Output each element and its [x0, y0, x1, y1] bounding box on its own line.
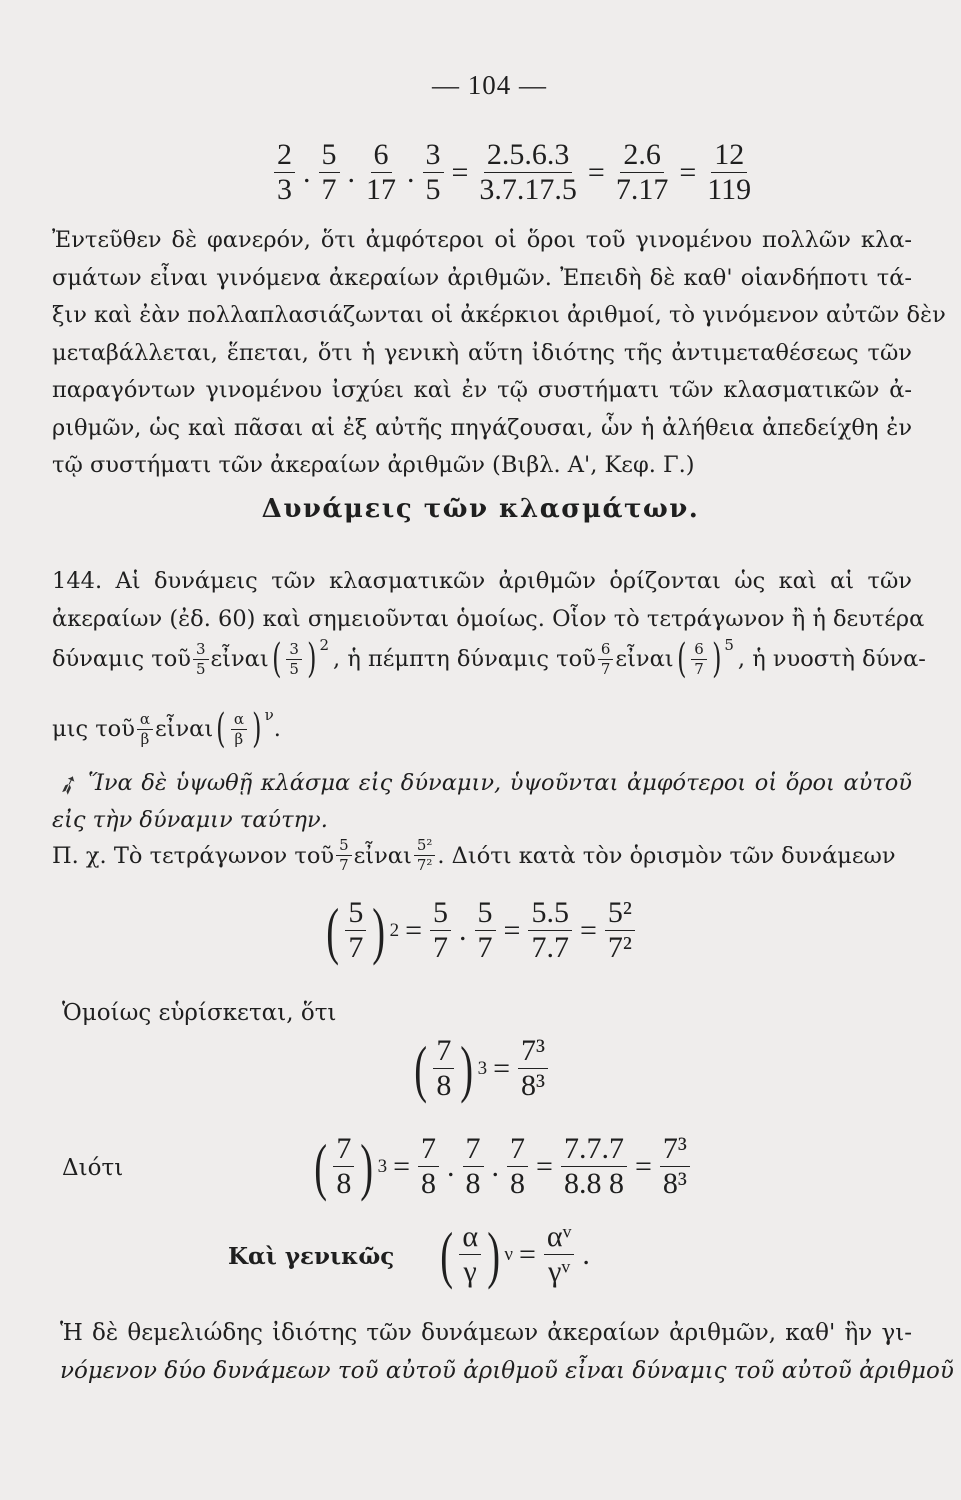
fraction: [345, 898, 366, 963]
numerator: 7: [463, 1134, 484, 1167]
denominator: 7.17: [615, 173, 669, 206]
text-line: ἀκεραίων (ἐδ. 60) καὶ σημειοῦνται ὁμοίως. Οἷον τὸ τετράγωνον ἢ ἡ δευτέρα: [52, 605, 925, 632]
fraction: [613, 140, 672, 205]
nth-power-line: μις τοῦ $\frac{\alpha}{\beta}$ εἶναι ( $\frac{\alpha}{\beta}$ ) $^\nu$ .: [52, 706, 281, 752]
fraction: [528, 898, 572, 963]
exponent: ν: [264, 706, 274, 724]
fraction: [333, 1134, 354, 1199]
denominator: γ: [463, 1255, 477, 1288]
numerator: 7: [418, 1134, 439, 1167]
text-line: παραγόντων γινομένου ἰσχύει καὶ ἐν τῷ συστήματι τῶν κλασματικῶν ἀ-: [52, 377, 912, 403]
text-line: ξιν καὶ ἐὰν πολλαπλασιάζωνται οἱ ἀκέρκιοι ἀριθμοί, τὸ γινόμενον αὐτῶν δὲν: [52, 302, 946, 328]
text: , ἡ νυοστὴ δύνα-: [737, 646, 926, 672]
numerator: 5²: [605, 898, 635, 931]
text-line: νόμενον δύο δυνάμεων τοῦ αὐτοῦ ἀριθμοῦ εἶναι δύναμις τοῦ αὐτοῦ ἀριθμοῦ: [60, 1357, 954, 1384]
exponent: ν: [504, 1243, 513, 1265]
fraction: [274, 140, 295, 205]
denominator: β: [140, 729, 150, 748]
because-label: Διότι: [62, 1155, 124, 1181]
fraction: [691, 639, 707, 678]
numerator: 5.5: [528, 898, 572, 931]
denominator: 8: [421, 1167, 437, 1200]
fraction: [286, 639, 302, 678]
denominator: 8³: [521, 1069, 546, 1102]
fraction: [507, 1134, 528, 1199]
denominator: 7²: [416, 856, 433, 874]
rule-italic: [88, 765, 912, 803]
numerator: 5: [319, 140, 340, 173]
top-equation: $\frac{2}{3}$ . $\frac{5}{7}$ . $\frac{6}{17}$ . $\frac{3}{5}$ = $\frac{2.5.6.3}{3.7.17.5}$ = $\frac{2.6}{7.17}$ = $\frac{12}{119}$: [272, 140, 756, 205]
fraction: [336, 838, 352, 873]
numerator: 2.6: [620, 140, 664, 173]
denominator: β: [234, 729, 244, 748]
text: μις τοῦ: [52, 716, 135, 742]
denominator: 8: [336, 1167, 352, 1200]
text: εἶναι: [155, 716, 214, 742]
numerator: 7: [333, 1134, 354, 1167]
text: εἶναι: [615, 646, 674, 672]
text: δύναμις τοῦ: [52, 646, 191, 672]
text-line: Ἡ δὲ θεμελιώδης ἰδιότης τῶν δυνάμεων ἀκεραίων ἀριθμῶν, καθ' ἣν γι-: [60, 1320, 912, 1346]
numerator: α: [459, 1222, 481, 1255]
denominator: 7: [348, 931, 364, 964]
paragraph-fundamental-property: [60, 1315, 954, 1390]
numerator: 6: [371, 140, 392, 173]
fraction: [418, 1134, 439, 1199]
numerator: 7³: [518, 1036, 548, 1069]
numerator: 2.5.6.3: [484, 140, 573, 173]
fraction: [544, 1222, 575, 1287]
pencil-arrow-icon: ➶: [53, 767, 85, 803]
rule-italic-continued: εἰς τὴν δύναμιν ταύτην.: [52, 807, 328, 833]
denominator: 5: [195, 659, 206, 678]
numerator: 5: [475, 898, 496, 931]
denominator: 17: [366, 173, 396, 206]
denominator: 7: [477, 931, 493, 964]
fraction: [193, 639, 209, 678]
fraction: [561, 1134, 627, 1199]
text-line: 144. Αἱ δυνάμεις τῶν κλασματικῶν ἀριθμῶν ὁρίζονται ὡς καὶ αἱ τῶν: [52, 568, 912, 594]
fraction: [598, 639, 614, 678]
numerator: αᵛ: [544, 1222, 575, 1255]
numerator: 7: [433, 1036, 454, 1069]
denominator: 7.7: [531, 931, 569, 964]
text: εἶναι: [353, 842, 412, 869]
denominator: 7: [339, 856, 349, 874]
denominator: 3: [277, 173, 292, 206]
text-line: σμάτων εἶναι γινόμενα ἀκεραίων ἀριθμῶν. Ἐπειδὴ δὲ καθ' οἱανδήποτι τά-: [52, 264, 912, 291]
denominator: 3.7.17.5: [479, 173, 577, 206]
text-line: Ἵνα δὲ ὑψωθῇ κλάσμα εἰς δύναμιν, ὑψοῦνται ἀμφότεροι οἱ ὅροι αὐτοῦ: [88, 770, 912, 796]
numerator: 7.7.7: [561, 1134, 627, 1167]
numerator: 3: [423, 140, 444, 173]
denominator: 8: [510, 1167, 526, 1200]
text-line: Ἐντεῦθεν δὲ φανερόν, ὅτι ἀμφότεροι οἱ ὅροι τοῦ γινομένου πολλῶν κλα-: [52, 227, 912, 253]
text: .: [273, 716, 281, 742]
numerator: 5: [336, 838, 352, 856]
denominator: 7: [433, 931, 449, 964]
numerator: 3: [286, 642, 302, 660]
exponent: 3: [377, 1155, 388, 1177]
numerator: 2: [274, 140, 295, 173]
section-heading: Δυνάμεις τῶν κλασμάτων.: [261, 494, 700, 524]
text: . Διότι κατὰ τὸν ὁρισμὸν τῶν δυνάμεων: [437, 842, 896, 869]
fraction: [433, 1036, 454, 1101]
text: εἶναι: [210, 646, 269, 672]
numerator: 7: [507, 1134, 528, 1167]
paragraph-144: [52, 563, 925, 638]
fraction: [137, 709, 153, 748]
similarly-text: Ὁμοίως εὑρίσκεται, ὅτι: [62, 1000, 337, 1026]
denominator: 5: [425, 173, 441, 206]
denominator: 8: [465, 1167, 481, 1200]
fraction: [319, 140, 340, 205]
fraction: [518, 1036, 548, 1101]
equation-square: ( $\frac{5}{7}$ ) 2 = $\frac{5}{7}$ . $\frac{5}{7}$ = $\frac{5.5}{7.7}$ = $\frac{\text{5²}}{\text{7²}}$: [322, 898, 637, 963]
page-number: — 104 —: [432, 70, 547, 100]
exponent: 2: [319, 636, 330, 654]
denominator: 8: [436, 1069, 452, 1102]
equation-general: ( $\frac{\alpha}{\gamma}$ ) ν = $\frac{\text{αᵛ}}{\text{γᵛ}}$ .: [440, 1218, 590, 1290]
text-line: τῷ συστήματι τῶν ἀκεραίων ἀριθμῶν (Βιβλ. Α', Κεφ. Γ.): [52, 452, 695, 478]
numerator: 5: [430, 898, 451, 931]
fraction: [475, 898, 496, 963]
denominator: 119: [707, 173, 752, 206]
fraction: [363, 140, 399, 205]
denominator: γᵛ: [548, 1255, 571, 1288]
powers-examples-line: δύναμις τοῦ $\frac{3}{5}$ εἶναι ( $\frac{3}{5}$ ) $^2$ , ἡ πέμπτη δύναμις τοῦ $\frac{6}{7}$ εἶναι ( $\frac{6}{7}$ ) $^5$ , ἡ νυοστὴ δύνα-: [52, 636, 926, 682]
numerator: 6: [598, 642, 614, 660]
fraction: [231, 709, 247, 748]
equation-cube-expanded: ( $\frac{7}{8}$ ) 3 = $\frac{7}{8}$ . $\frac{7}{8}$ . $\frac{7}{8}$ = $\frac{7.7.7}{8.8 8}$ = $\frac{\text{7³}}{\text{8³}}$: [310, 1134, 692, 1199]
denominator: 7²: [607, 931, 632, 964]
denominator: 5: [289, 659, 299, 678]
fraction: [459, 1222, 481, 1287]
fraction: [414, 838, 436, 873]
paragraph-commutativity: [52, 222, 946, 485]
exponent: 3: [477, 1057, 488, 1079]
denominator: 8.8 8: [563, 1167, 624, 1200]
fraction: [430, 898, 451, 963]
text: , ἡ πέμπτη δύναμις τοῦ: [333, 646, 596, 672]
numerator: α: [137, 712, 153, 730]
text-line: μεταβάλλεται, ἕπεται, ὅτι ἡ γενικὴ αὕτη ἰδιότης τῆς ἀντιμεταθέσεως τῶν: [52, 339, 912, 366]
numerator: 6: [691, 642, 707, 660]
text: Π. χ. Τὸ τετράγωνον τοῦ: [52, 842, 335, 869]
exponent: 5: [724, 636, 734, 654]
numerator: 3: [193, 642, 209, 660]
numerator: 12: [711, 140, 747, 173]
text-line: ριθμῶν, ὡς καὶ πᾶσαι αἱ ἐξ αὐτῆς πηγάζουσαι, ὧν ἡ ἀλήθεια ἀπεδείχθη ἐν: [52, 414, 912, 441]
example-line: [52, 838, 896, 873]
fraction: [660, 1134, 690, 1199]
fraction: [605, 898, 635, 963]
denominator: 7: [600, 659, 611, 678]
numerator: 5²: [414, 838, 436, 856]
equation-cube: ( $\frac{7}{8}$ ) 3 = $\frac{\text{7³}}{\text{8³}}$: [410, 1036, 550, 1101]
fraction: [463, 1134, 484, 1199]
fraction: [704, 140, 754, 205]
denominator: 7: [694, 659, 704, 678]
exponent: 2: [389, 919, 400, 941]
generally-label: Καὶ γενικῶς: [228, 1243, 395, 1270]
fraction: [476, 140, 580, 205]
numerator: 7³: [660, 1134, 690, 1167]
denominator: 8³: [662, 1167, 687, 1200]
denominator: 7: [321, 173, 337, 206]
fraction: [423, 140, 444, 205]
numerator: α: [231, 712, 247, 730]
numerator: 5: [345, 898, 366, 931]
